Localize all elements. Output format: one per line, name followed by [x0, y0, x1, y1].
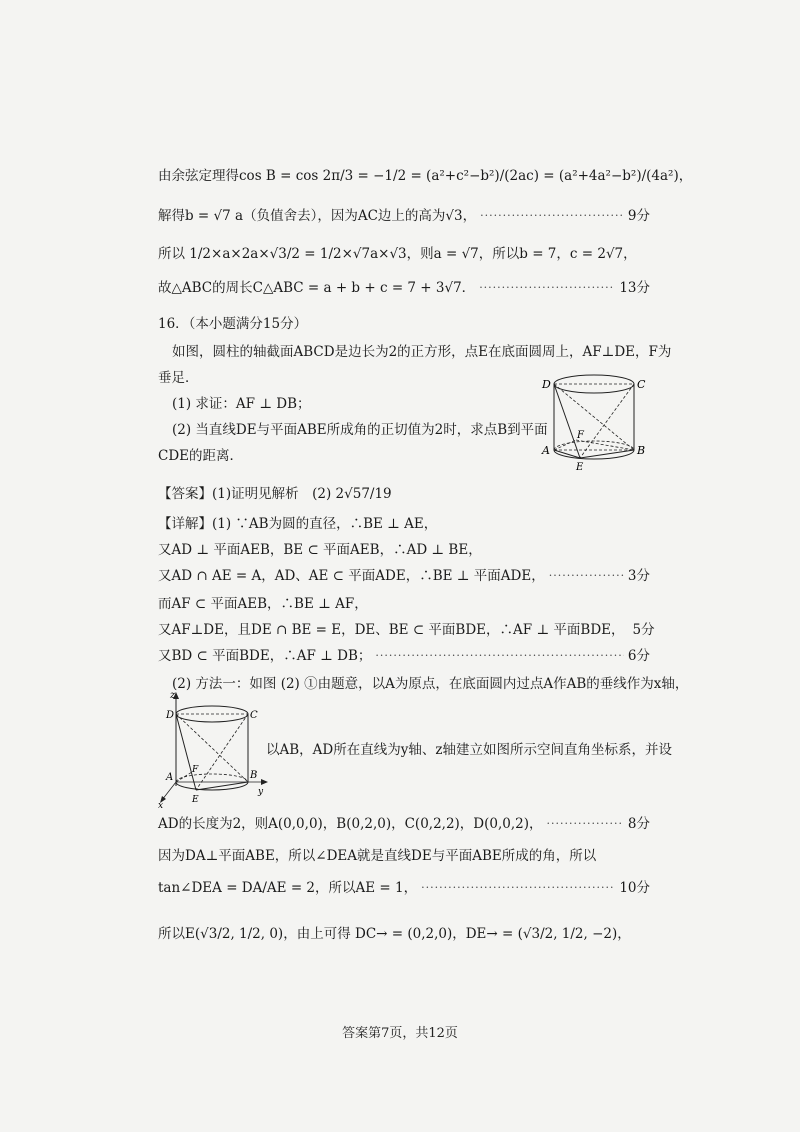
label-z: z [170, 690, 176, 701]
label-y: y [258, 787, 264, 797]
score: 9分 [627, 208, 650, 224]
score: 10分 [619, 880, 650, 896]
label-E: E [192, 795, 199, 805]
label-x: x [158, 801, 164, 808]
line-cosine-law: 由余弦定理得cos B = cos 2π/3 = −1/2 = (a²+c²−b²)/(2ac) = (a²+4a²−b²)/(4a²)， [158, 168, 693, 184]
leader-dots [375, 646, 624, 666]
detail-2: 又AD ⊥ 平面AEB，BE ⊂ 平面AEB，∴AD ⊥ BE， [158, 542, 482, 558]
label-E: E [576, 462, 584, 473]
label-F: F [577, 430, 584, 441]
label-D: D [542, 378, 551, 391]
method-6: 所以E(√3/2, 1/2, 0)，由上可得 DC→ = (0,2,0)，DE→ = (√3/2, 1/2, −2)， [158, 926, 631, 942]
problem-text-1: 如图，圆柱的轴截面ABCD是边长为2的正方形，点E在底面圆周上，AF⊥DE，F为 [172, 344, 672, 360]
score: 5分 [632, 622, 655, 638]
label-D: D [166, 710, 175, 721]
cylinder-figure-2 [158, 690, 268, 808]
score: 8分 [627, 816, 650, 832]
method-3: AD的长度为2，则A(0,0,0)，B(0,2,0)，C(0,2,2)，D(0,0,2)， ····· 8分 [158, 814, 650, 834]
problem-part-2b: CDE的距离． [158, 448, 244, 464]
label-C: C [250, 710, 258, 721]
problem-part-1: (1) 求证：AF ⊥ DB； [172, 396, 311, 412]
question-16-title: 16．（本小题满分15分） [158, 316, 308, 332]
label-C: C [637, 378, 646, 391]
detail-1: 【详解】(1) ∵AB为圆的直径，∴BE ⊥ AE， [158, 516, 438, 532]
leader-dots [549, 566, 624, 586]
label-F: F [192, 765, 199, 775]
label-B: B [250, 770, 258, 781]
label-A: A [166, 772, 174, 783]
detail-3: 又AD ∩ AE = A，AD、AE ⊂ 平面ADE，∴BE ⊥ 平面ADE， ····· 3分 [158, 566, 650, 586]
page-footer: 答案第7页，共12页 [342, 1026, 458, 1041]
line-area-eq: 所以 1/2×a×2a×√3/2 = 1/2×√7a×√3，则a = √7，所以b = 7，c = 2√7， [158, 246, 637, 262]
detail-4: 而AF ⊂ 平面AEB，∴BE ⊥ AF， [158, 596, 368, 612]
leader-dots [421, 878, 615, 898]
method-5: tan∠DEA = DA/AE = 2，所以AE = 1， ····· 10分 [158, 878, 650, 898]
problem-part-2: (2) 当直线DE与平面ABE所成角的正切值为2时，求点B到平面 [172, 422, 548, 438]
method-1: (2) 方法一：如图 (2) ①由题意，以A为原点，在底面圆内过点A作AB的垂线作为x轴， [172, 676, 689, 692]
leader-dots [480, 206, 624, 226]
score: 3分 [627, 568, 650, 584]
leader-dots [547, 814, 624, 834]
answer-line: 【答案】(1)证明见解析 (2) 2√57/19 [158, 486, 392, 502]
leader-dots [479, 278, 615, 298]
method-2: 以AB，AD所在直线为y轴、z轴建立如图所示空间直角坐标系，并设 [266, 742, 672, 758]
method-4: 因为DA⊥平面ABE，所以∠DEA就是直线DE与平面ABE所成的角，所以 [158, 848, 597, 864]
line-perimeter: 故△ABC的周长C△ABC = a + b + c = 7 + 3√7． ····· 13分 [158, 278, 650, 298]
label-B: B [637, 444, 646, 457]
detail-5: 又AF⊥DE，且DE ∩ BE = E，DE、BE ⊂ 平面BDE，∴AF ⊥ 平面BDE， 5分 [158, 622, 655, 638]
label-A: A [542, 444, 550, 457]
score: 13分 [619, 280, 650, 296]
detail-6: 又BD ⊂ 平面BDE，∴AF ⊥ DB； ····· 6分 [158, 646, 650, 666]
score: 6分 [627, 648, 650, 664]
problem-text-2: 垂足． [158, 370, 199, 386]
line-solve-b: 解得b = √7 a（负值舍去），因为AC边上的高为√3， ····· 9分 [158, 206, 650, 226]
cylinder-figure-1 [538, 366, 648, 478]
